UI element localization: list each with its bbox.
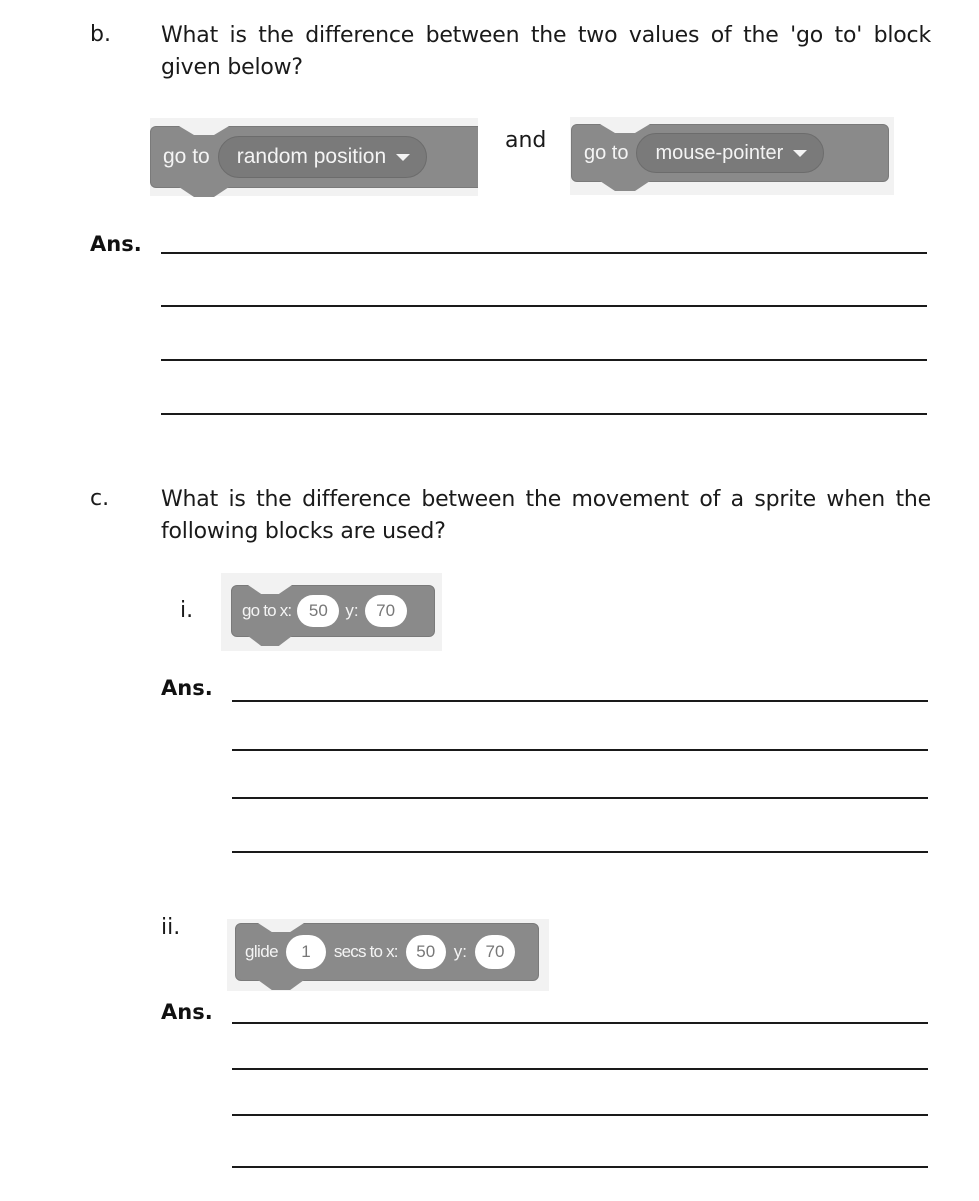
part-i-label: i. [180,598,194,623]
part-ii-label: ii. [161,915,181,940]
block-notch [179,126,229,135]
block-keyword: glide [245,942,278,961]
go-to-block-mouse-wrapper [570,117,894,195]
go-to-block-random-wrapper [150,118,478,196]
block-bottom-tab [179,187,229,197]
block-bottom-tab [248,636,292,646]
secs-input[interactable]: 1 [286,935,326,969]
dropdown-value: random position [236,145,387,168]
answer-b-line-3[interactable] [161,359,927,361]
go-to-xy-block-wrapper [221,573,442,651]
secs-to-x-label: secs to x: [333,942,398,961]
mouse-pointer-dropdown[interactable] [636,133,824,173]
random-position-dropdown[interactable] [218,136,427,178]
question-b-label: b. [90,22,111,47]
go-to-random-position-block[interactable] [150,126,478,188]
answer-b-line-1[interactable] [161,252,927,254]
block-bottom-tab [600,181,650,191]
go-to-mouse-pointer-block[interactable] [571,124,889,182]
answer-i-line-3[interactable] [232,797,928,799]
go-to-xy-block[interactable] [231,585,435,637]
x-input[interactable]: 50 [297,595,339,627]
y-input[interactable]: 70 [475,935,515,969]
question-b-text: What is the difference between the two values of the 'go to' block given below? [161,23,931,80]
answer-ii-label: Ans. [161,1000,213,1024]
dropdown-value: mouse-pointer [655,141,784,164]
answer-b-label: Ans. [90,232,142,256]
answer-i-label: Ans. [161,676,213,700]
answer-ii-line-4[interactable] [232,1166,928,1168]
answer-ii-line-1[interactable] [232,1022,928,1024]
glide-block-wrapper [227,919,549,991]
glide-block[interactable] [235,923,539,981]
answer-i-line-2[interactable] [232,749,928,751]
y-label: y: [345,601,359,620]
caret-down-icon [396,154,410,161]
block-keyword: go to x: [242,601,292,620]
answer-ii-line-3[interactable] [232,1114,928,1116]
y-label: y: [453,942,467,961]
block-bottom-tab [258,980,304,990]
answer-b-line-2[interactable] [161,305,927,307]
block-notch [258,923,304,932]
x-input[interactable]: 50 [406,935,446,969]
question-c-label: c. [90,486,110,511]
answer-i-line-4[interactable] [232,851,928,853]
answer-b-line-4[interactable] [161,413,927,415]
question-c-text: What is the difference between the movement of a sprite when the following blocks are used? [161,487,931,544]
y-input[interactable]: 70 [365,595,407,627]
answer-i-line-1[interactable] [232,700,928,702]
connector-and: and [505,128,547,153]
answer-ii-line-2[interactable] [232,1068,928,1070]
block-keyword: go to [584,141,629,164]
caret-down-icon [793,150,807,157]
block-keyword: go to [163,145,210,168]
block-notch [248,585,292,594]
block-notch [600,124,650,133]
